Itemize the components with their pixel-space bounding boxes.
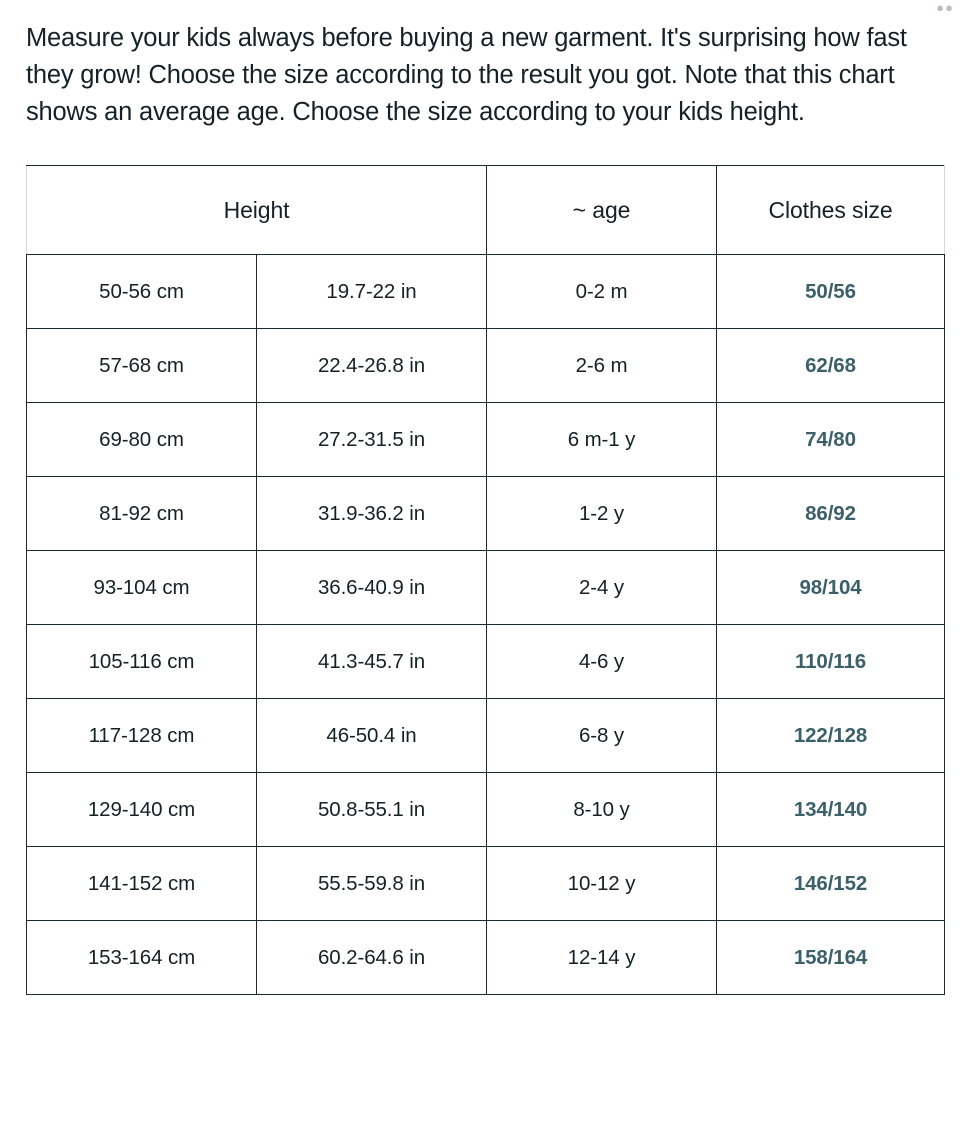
table-body: [27, 255, 945, 995]
column-header-clothes-size: Clothes size: [717, 166, 945, 255]
table-row: [27, 551, 945, 625]
table-row: [27, 477, 945, 551]
cell-height-in: 31.9-36.2 in: [257, 477, 487, 551]
cell-height-cm: 50-56 cm: [27, 255, 257, 329]
cell-height-cm: 105-116 cm: [27, 625, 257, 699]
cell-height-in: 50.8-55.1 in: [257, 773, 487, 847]
cell-height-in: 46-50.4 in: [257, 699, 487, 773]
cell-height-in: 60.2-64.6 in: [257, 921, 487, 995]
cell-age: 4-6 y: [487, 625, 717, 699]
cell-clothes-size: 98/104: [717, 551, 945, 625]
cell-height-in: 41.3-45.7 in: [257, 625, 487, 699]
table-row: [27, 255, 945, 329]
cell-height-cm: 57-68 cm: [27, 329, 257, 403]
cell-clothes-size: 50/56: [717, 255, 945, 329]
cell-clothes-size: 134/140: [717, 773, 945, 847]
table-row: [27, 403, 945, 477]
cell-age: 10-12 y: [487, 847, 717, 921]
cell-clothes-size: 74/80: [717, 403, 945, 477]
corner-mark: ●●: [936, 0, 954, 15]
cell-clothes-size: 146/152: [717, 847, 945, 921]
table-row: [27, 625, 945, 699]
intro-paragraph: Measure your kids always before buying a new garment. It's surprising how fast they grow! Choose the size according to the result you got. Note that this chart shows an average age. Choose the size according to your kids height.: [26, 24, 907, 126]
cell-age: 8-10 y: [487, 773, 717, 847]
cell-height-cm: 81-92 cm: [27, 477, 257, 551]
table-row: [27, 921, 945, 995]
cell-height-in: 27.2-31.5 in: [257, 403, 487, 477]
column-header-height: Height: [27, 166, 487, 255]
cell-clothes-size: 86/92: [717, 477, 945, 551]
cell-height-cm: 153-164 cm: [27, 921, 257, 995]
cell-age: 12-14 y: [487, 921, 717, 995]
cell-height-cm: 129-140 cm: [27, 773, 257, 847]
cell-age: 6-8 y: [487, 699, 717, 773]
cell-height-cm: 117-128 cm: [27, 699, 257, 773]
table-row: [27, 329, 945, 403]
cell-height-in: 55.5-59.8 in: [257, 847, 487, 921]
cell-height-cm: 93-104 cm: [27, 551, 257, 625]
table-row: [27, 699, 945, 773]
cell-height-cm: 69-80 cm: [27, 403, 257, 477]
cell-age: 1-2 y: [487, 477, 717, 551]
cell-clothes-size: 110/116: [717, 625, 945, 699]
table-header-row: [27, 166, 945, 255]
table-header: [27, 166, 945, 255]
cell-clothes-size: 158/164: [717, 921, 945, 995]
cell-height-in: 36.6-40.9 in: [257, 551, 487, 625]
cell-age: 2-4 y: [487, 551, 717, 625]
cell-height-cm: 141-152 cm: [27, 847, 257, 921]
kids-size-chart-table: [26, 165, 945, 995]
cell-age: 0-2 m: [487, 255, 717, 329]
cell-clothes-size: 62/68: [717, 329, 945, 403]
cell-age: 6 m-1 y: [487, 403, 717, 477]
cell-age: 2-6 m: [487, 329, 717, 403]
table-row: [27, 773, 945, 847]
cell-height-in: 19.7-22 in: [257, 255, 487, 329]
column-header-age: ~ age: [487, 166, 717, 255]
table-row: [27, 847, 945, 921]
cell-clothes-size: 122/128: [717, 699, 945, 773]
cell-height-in: 22.4-26.8 in: [257, 329, 487, 403]
